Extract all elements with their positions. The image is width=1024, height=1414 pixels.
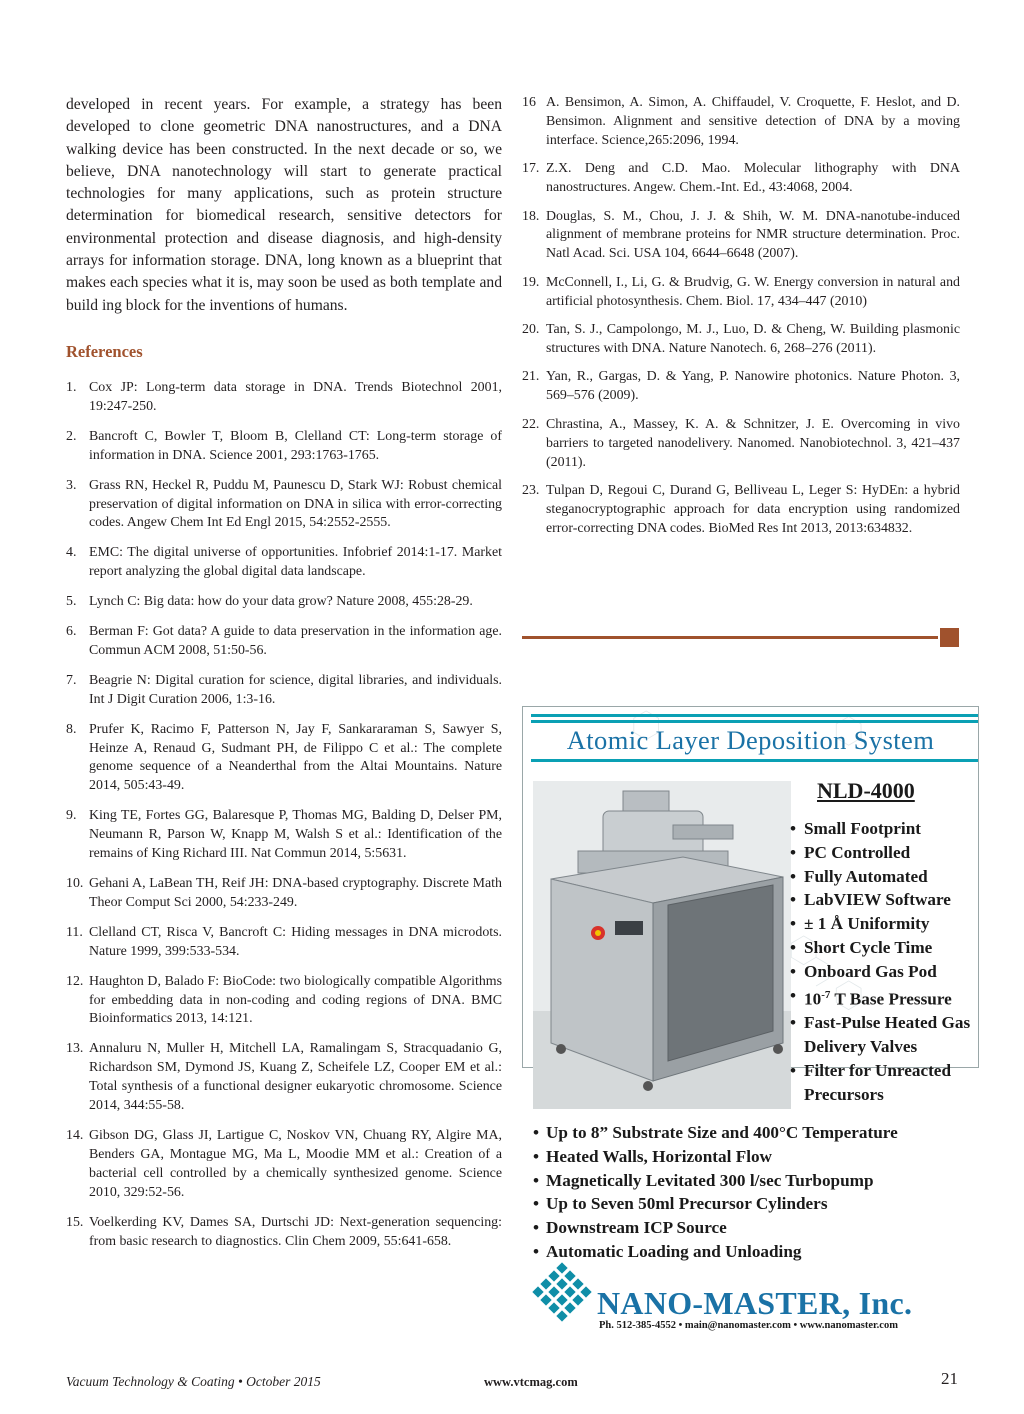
reference-item — [66, 1040, 502, 1116]
reference-number: 20. — [522, 322, 540, 338]
feature-item: • ± 1 Å Uniformity — [790, 912, 978, 936]
reference-item — [522, 482, 960, 539]
reference-number: 6. — [66, 624, 77, 640]
reference-text: A. Bensimon, A. Simon, A. Chiffaudel, V. Croquette, F. Heslot, and D. Bensimon. Alignment and sensitive detection of DNA by a moving interface. Science,265:2096, 1994. — [546, 95, 960, 148]
reference-text: Bancroft C, Bowler T, Bloom B, Clelland CT: Long-term storage of information in DNA. Science 2001, 293:1763-1765. — [89, 428, 502, 463]
left-column — [66, 94, 502, 1262]
reference-number: 14. — [66, 1127, 84, 1143]
reference-number: 10. — [66, 876, 84, 891]
reference-item — [66, 1127, 502, 1203]
feature-item: • Up to 8” Substrate Size and 400°C Temperature — [533, 1121, 898, 1145]
reference-item — [66, 428, 502, 466]
reference-number: 8. — [66, 721, 77, 737]
reference-text: Prufer K, Racimo F, Patterson N, Jay F, Sankararaman S, Sawyer S, Heinze A, Renaud G, Sudmant PH, de Filippo C et al.: The complete genome sequence of a Neanderthal from the Altai Mountains. Nature 2014, 505:43-49. — [89, 721, 502, 794]
advertisement — [522, 706, 979, 1331]
reference-item — [522, 208, 960, 265]
reference-number: 3. — [66, 477, 77, 493]
feature-item: • Filter for Unreacted Precursors — [790, 1059, 978, 1107]
reference-text: Beagrie N: Digital curation for science, digital libraries, and individuals. Int J Digit Curation 2006, 1:3-16. — [89, 672, 502, 707]
reference-item — [522, 321, 960, 359]
reference-list-left — [66, 379, 502, 1251]
reference-number: 7. — [66, 672, 77, 688]
reference-number: 19. — [522, 274, 540, 290]
feature-item: • Heated Walls, Horizontal Flow — [533, 1145, 898, 1169]
reference-number: 17. — [522, 161, 540, 177]
reference-text: Berman F: Got data? A guide to data preservation in the information age. Commun ACM 2008, 51:50-56. — [89, 624, 502, 658]
reference-item — [522, 160, 960, 198]
reference-item — [522, 94, 960, 151]
references-heading: References — [66, 341, 143, 361]
reference-item — [66, 807, 502, 864]
reference-number: 23. — [522, 482, 540, 498]
reference-item — [66, 924, 502, 962]
reference-item — [66, 544, 502, 582]
reference-number: 18. — [522, 208, 540, 224]
section-divider — [522, 636, 938, 639]
reference-item — [66, 379, 502, 417]
reference-text: Tan, S. J., Campolongo, M. J., Luo, D. & Cheng, W. Building plasmonic structures with DNA. Nature Nanotech. 6, 268–276 (2011). — [546, 322, 960, 356]
reference-text: Voelkerding KV, Dames SA, Durtschi JD: Next-generation sequencing: from basic research to diagnostics. Clin Chem 2009, 55:641-658. — [89, 1214, 502, 1249]
reference-number: 5. — [66, 594, 77, 610]
reference-number: 9. — [66, 808, 77, 824]
reference-number: 22. — [522, 416, 540, 432]
reference-item — [522, 416, 960, 473]
reference-text: Gehani A, LaBean TH, Reif JH: DNA-based cryptography. Discrete Math Theor Comput Sci 2000, 54:233-249. — [89, 876, 502, 910]
feature-item: • Short Cycle Time — [790, 936, 978, 960]
ad-top-rule — [531, 714, 978, 717]
feature-list-bottom — [533, 1121, 898, 1264]
feature-item: • PC Controlled — [790, 841, 978, 865]
reference-item — [522, 368, 960, 406]
feature-item: • Up to Seven 50ml Precursor Cylinders — [533, 1192, 898, 1216]
feature-list — [790, 817, 978, 1106]
reference-text: Tulpan D, Regoui C, Durand G, Belliveau L, Leger S: HyDEn: a hybrid steganocryptographic approach for data encryption using randomized error-correcting DNA codes. BioMed Res Int 2013, 2013:634832. — [546, 482, 960, 536]
reference-text: King TE, Fortes GG, Balaresque P, Thomas MG, Balding D, Delser PM, Neumann R, Parson W, Knapp M, Walsh S et al.: Identification of the remains of King Richard III. Nat Commun 2014, 5:5631. — [89, 808, 502, 862]
reference-number: 12. — [66, 973, 84, 989]
reference-text: EMC: The digital universe of opportunities. Infobrief 2014:1-17. Market report analyzing the global digital data landscape. — [89, 545, 502, 580]
model-name: NLD-4000 — [817, 778, 915, 803]
reference-text: Lynch C: Big data: how do your data grow? Nature 2008, 455:28-29. — [89, 594, 473, 610]
reference-text: Douglas, S. M., Chou, J. J. & Shih, W. M. DNA-nanotube-induced alignment of membrane proteins for NMR structure determination. Proc. Natl Acad. Sci. USA 104, 6644–6648 (2007). — [546, 208, 960, 262]
reference-item — [66, 1214, 502, 1252]
journal-url[interactable]: www.vtcmag.com — [484, 1375, 578, 1389]
body-paragraph: developed in recent years. For example, a strategy has been developed to clone geometric DNA nanostructures, and a DNA walking device has been constructed. In the next decade or so, we believe, DNA nanotechnology will start to generate practical technologies for many applications, such as protein structure determination for biomedical research, sensitive detectors for environmental protection and disease diagnosis, and high-density arrays for information storage. DNA, long known as a blueprint that makes each species what it is, may soon be used as both template and build ing block for the inventions of humans. — [66, 96, 502, 314]
ad-top-rule-2 — [531, 720, 978, 723]
feature-item: • Magnetically Levitated 300 l/sec Turbopump — [533, 1169, 898, 1193]
feature-item: • Onboard Gas Pod — [790, 960, 978, 984]
feature-item: • Downstream ICP Source — [533, 1216, 898, 1240]
feature-item: • Fast-Pulse Heated Gas Delivery Valves — [790, 1011, 978, 1059]
right-column — [522, 94, 960, 548]
divider-square — [940, 628, 959, 647]
company-name: NANO-MASTER, Inc. — [597, 1285, 913, 1321]
feature-item: • $10^{-7}$ T Base Pressure — [790, 984, 978, 1012]
reference-number: 2. — [66, 428, 77, 444]
reference-number: 1. — [66, 379, 77, 395]
reference-text: Chrastina, A., Massey, K. A. & Schnitzer, J. E. Overcoming in vivo barriers to targeted nanodelivery. Nanomed. Nanobiotechnol. 3, 421–437 (2011). — [546, 416, 960, 470]
feature-item: • Small Footprint — [790, 817, 978, 841]
ad-title-rule — [531, 759, 978, 762]
reference-text: Grass RN, Heckel R, Puddu M, Paunescu D, Stark WJ: Robust chemical preservation of digital information on DNA in silica with error-correcting codes. Angew Chem Int Ed Engl 2015, 54:2552-2555. — [89, 477, 502, 531]
reference-item — [66, 623, 502, 661]
reference-number: 11. — [66, 924, 83, 940]
reference-item — [66, 593, 502, 612]
journal-issue: Vacuum Technology & Coating • October 2015 — [66, 1374, 321, 1389]
reference-item — [66, 973, 502, 1030]
reference-text: Z.X. Deng and C.D. Mao. Molecular lithography with DNA nanostructures. Angew. Chem.-Int. Ed., 43:4068, 2004. — [546, 161, 960, 196]
company-contact: Ph. 512-385-4552 • main@nanomaster.com • www.nanomaster.com — [599, 1320, 898, 1331]
reference-item — [522, 274, 960, 312]
reference-list-right — [522, 94, 960, 539]
reference-number: 4. — [66, 545, 77, 561]
reference-text: Annaluru N, Muller H, Mitchell LA, Ramalingam S, Stracquadanio G, Richardson SM, Dymond JS, Kuang Z, Scheifele LZ, Cooper EM et al.: Total synthesis of a functional designer eukaryotic chromosome. Science 2014, 344:55-58. — [89, 1041, 502, 1114]
ad-title: Atomic Layer Deposition System — [566, 725, 935, 755]
feature-item: • LabVIEW Software — [790, 888, 978, 912]
feature-item: • Fully Automated — [790, 865, 978, 889]
reference-item — [66, 721, 502, 797]
reference-item — [66, 477, 502, 534]
reference-item — [66, 672, 502, 710]
reference-number: 13. — [66, 1041, 84, 1057]
reference-number: 16 — [522, 95, 536, 110]
ald-system-photo — [533, 781, 791, 1109]
reference-text: Yan, R., Gargas, D. & Yang, P. Nanowire photonics. Nature Photon. 3, 569–576 (2009). — [546, 369, 960, 404]
reference-number: 15. — [66, 1214, 84, 1230]
page-number: 21 — [941, 1369, 958, 1388]
reference-text: Cox JP: Long-term data storage in DNA. Trends Biotechnol 2001, 19:247-250. — [89, 379, 502, 414]
reference-item — [66, 875, 502, 913]
reference-text: Clelland CT, Risca V, Bancroft C: Hiding messages in DNA microdots. Nature 1999, 399:533-534. — [89, 924, 502, 959]
feature-item: • Automatic Loading and Unloading — [533, 1240, 898, 1264]
nano-master-logo-icon — [529, 1263, 595, 1329]
reference-text: Gibson DG, Glass JI, Lartigue C, Noskov VN, Chuang RY, Algire MA, Benders GA, Montague MG, Ma L, Moodie MM et al.: Creation of a bacterial cell controlled by a chemically synthesized genome. Science 2010, 329:52-56. — [89, 1127, 502, 1200]
reference-text: McConnell, I., Li, G. & Brudvig, G. W. Energy conversion in natural and artificial photosynthesis. Chem. Biol. 17, 434–447 (2010) — [546, 274, 960, 309]
reference-number: 21. — [522, 369, 540, 385]
reference-text: Haughton D, Balado F: BioCode: two biologically compatible Algorithms for embedding data in non-coding and coding regions of DNA. BMC Bioinformatics 2013, 14:121. — [89, 973, 502, 1027]
